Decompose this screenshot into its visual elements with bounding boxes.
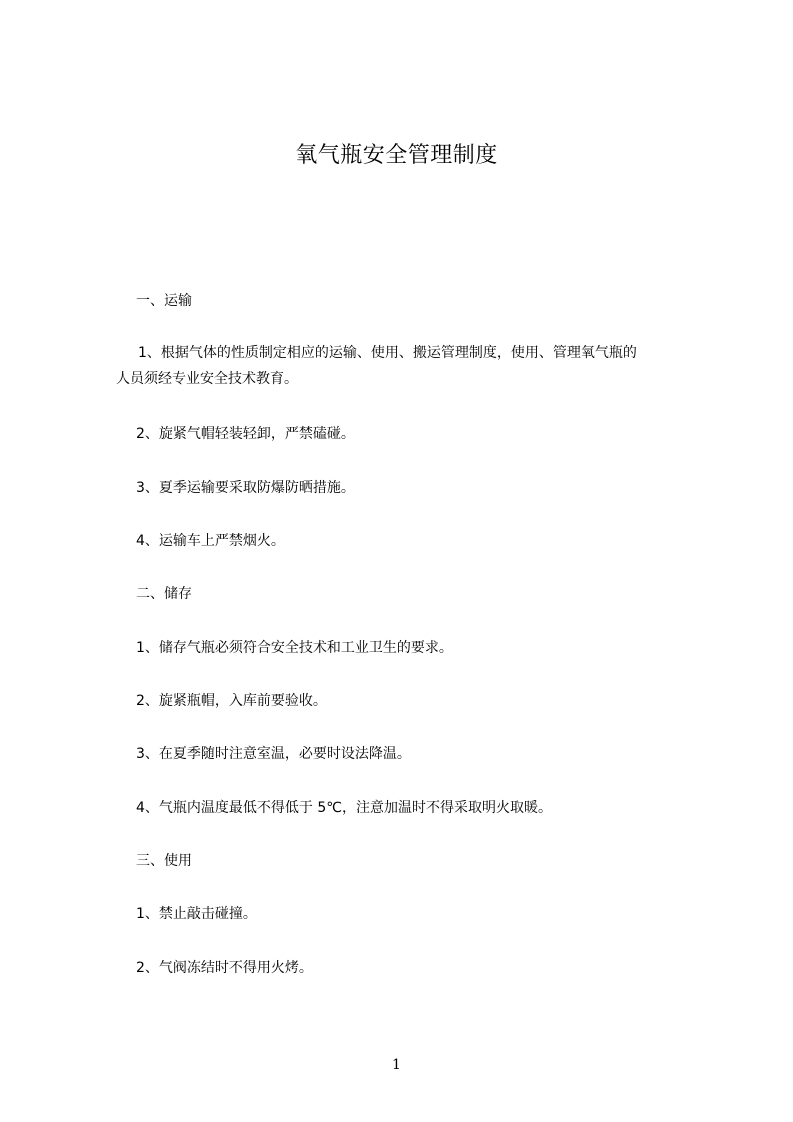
storage-item-3: 3、在夏季随时注意室温，必要时设法降温。 — [136, 746, 411, 762]
section-heading-transport: 一、运输 — [136, 293, 192, 309]
section-heading-usage: 三、使用 — [136, 853, 192, 869]
transport-item-2: 2、旋紧气帽轻装轻卸，严禁磕碰。 — [136, 426, 355, 442]
storage-item-1: 1、储存气瓶必须符合安全技术和工业卫生的要求。 — [136, 640, 453, 656]
usage-item-2: 2、气阀冻结时不得用火烤。 — [136, 960, 313, 976]
transport-item-1 — [116, 340, 716, 392]
document-title: 氧气瓶安全管理制度 — [295, 143, 498, 168]
transport-item-3: 3、夏季运输要采取防爆防晒措施。 — [136, 480, 355, 496]
storage-item-2: 2、旋紧瓶帽，入库前要验收。 — [136, 693, 327, 709]
storage-item-4: 4、气瓶内温度最低不得低于 5℃，注意加温时不得采取明火取暖。 — [136, 800, 552, 816]
section-heading-storage: 二、储存 — [136, 586, 192, 602]
transport-item-1-line-2: 人员须经专业安全技术教育。 — [116, 371, 298, 387]
usage-item-1: 1、禁止敲击碰撞。 — [136, 906, 257, 922]
transport-item-1-line-1: 1、根据气体的性质制定相应的运输、使用、搬运管理制度，使用、管理氧气瓶的 — [138, 345, 637, 361]
page-number: 1 — [392, 1057, 401, 1073]
transport-item-4: 4、运输车上严禁烟火。 — [136, 533, 285, 549]
